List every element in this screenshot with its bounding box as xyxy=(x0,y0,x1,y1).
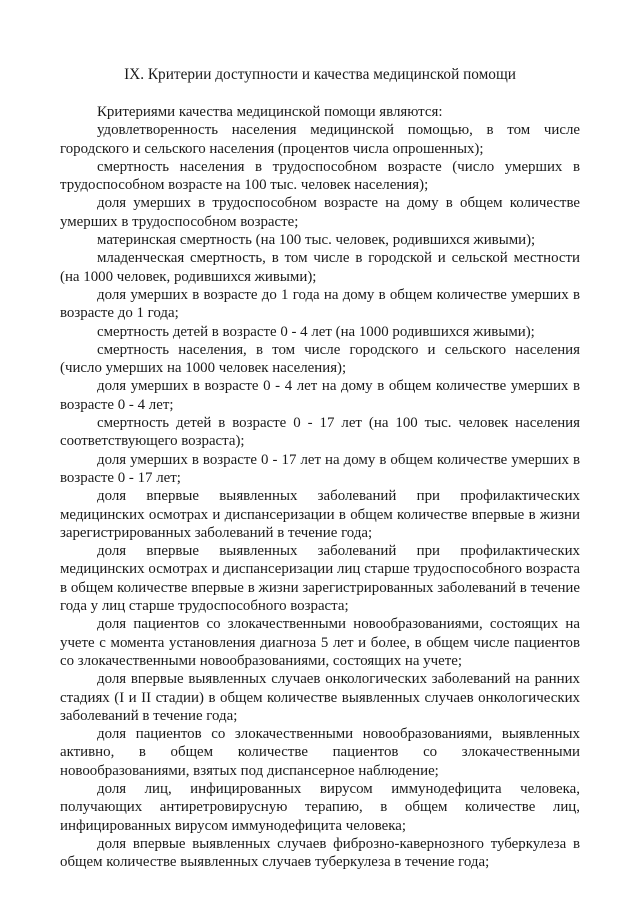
paragraph-criterion: доля лиц, инфицированных вирусом иммунодефицита человека, получающих антиретровирусную терапию, в общем количестве лиц, инфицированных вирусом иммунодефицита человека; xyxy=(60,780,580,834)
paragraph-criterion: доля впервые выявленных заболеваний при профилактических медицинских осмотрах и диспансеризации лиц старше трудоспособного возраста в общем количестве впервые в жизни зарегистрированных заболеваний в течение года у лиц старше трудоспособного возраста; xyxy=(60,543,580,615)
paragraph-criterion: смертность детей в возрасте 0 - 4 лет (на 1000 родившихся живыми); xyxy=(97,323,535,340)
paragraph-criterion: доля умерших в возрасте до 1 года на дому в общем количестве умерших в возрасте до 1 года; xyxy=(60,286,580,322)
paragraph-criterion: доля умерших в возрасте 0 - 17 лет на дому в общем количестве умерших в возрасте 0 - 17 лет; xyxy=(60,451,580,486)
paragraph-criterion: смертность детей в возрасте 0 - 17 лет (на 100 тыс. человек населения соответствующего возраста); xyxy=(60,415,580,450)
paragraph-criterion: доля впервые выявленных случаев онкологических заболеваний на ранних стадиях (I и II стадии) в общем количестве выявленных случаев онкологических заболеваний в течение года; xyxy=(60,671,580,724)
paragraph-criterion: смертность населения в трудоспособном возрасте (число умерших в трудоспособном возрасте на 100 тыс. человек населения); xyxy=(60,158,580,194)
paragraph-criterion: доля впервые выявленных заболеваний при профилактических медицинских осмотрах и диспансеризации в общем количестве впервые в жизни зарегистрированных заболеваний в течение года; xyxy=(60,488,580,541)
paragraph-criterion: доля умерших в трудоспособном возрасте на дому в общем количестве умерших в трудоспособном возрасте; xyxy=(60,195,580,230)
section-heading: IX. Критерии доступности и качества медицинской помощи xyxy=(124,66,516,83)
paragraph-intro: Критериями качества медицинской помощи являются: xyxy=(97,104,443,120)
paragraph-criterion: смертность населения, в том числе городского и сельского населения (число умерших на 1000 человек населения); xyxy=(60,341,580,377)
paragraph-criterion: доля впервые выявленных случаев фиброзно-кавернозного туберкулеза в общем количестве выявленных случаев туберкулеза в течение года; xyxy=(60,835,580,871)
paragraph-criterion: доля пациентов со злокачественными новообразованиями, выявленных активно, в общем количестве пациентов со злокачественными новообразованиями, взятых под диспансерное наблюдение; xyxy=(60,726,580,779)
paragraph-criterion: младенческая смертность, в том числе в городской и сельской местности (на 1000 человек, родившихся живыми); xyxy=(60,250,580,285)
paragraph-criterion: удовлетворенность населения медицинской помощью, в том числе городского и сельского населения (процентов числа опрошенных); xyxy=(60,122,580,157)
paragraph-criterion: материнская смертность (на 100 тыс. человек, родившихся живыми); xyxy=(97,232,536,249)
document-body xyxy=(60,103,580,871)
paragraph-criterion: доля умерших в возрасте 0 - 4 лет на дому в общем количестве умерших в возрасте 0 - 4 лет; xyxy=(60,378,580,413)
paragraph-criterion: доля пациентов со злокачественными новообразованиями, состоящих на учете с момента установления диагноза 5 лет и более, в общем числе пациентов со злокачественными новообразованиями, состоящих на учете; xyxy=(60,616,580,669)
